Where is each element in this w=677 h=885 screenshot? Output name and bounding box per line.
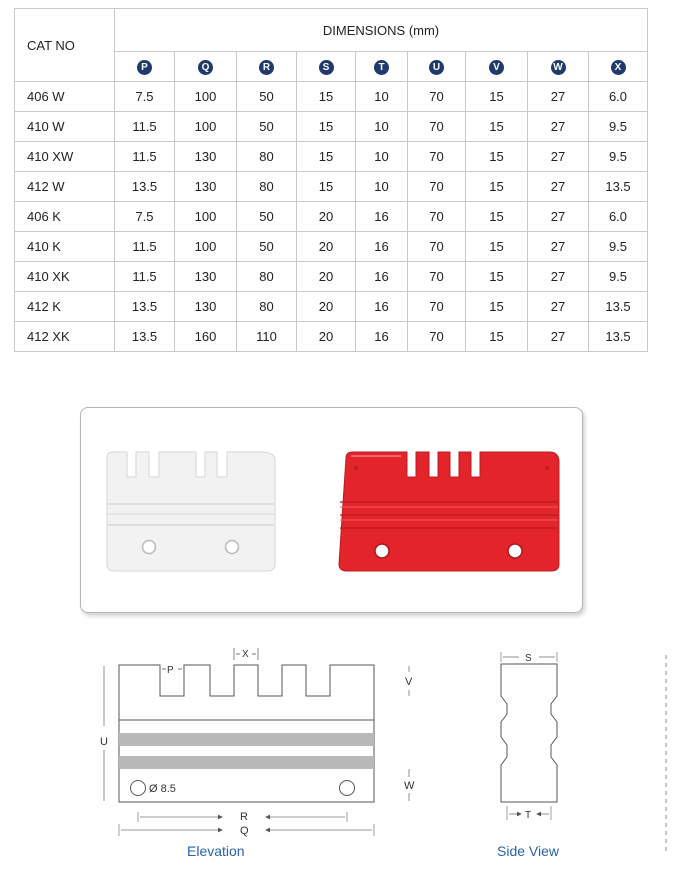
cell: 80 [237, 172, 297, 202]
cell: 70 [408, 292, 466, 322]
cell: 50 [237, 82, 297, 112]
cell: 15 [466, 112, 528, 142]
cell: 13.5 [115, 172, 175, 202]
cell: 16 [356, 262, 408, 292]
cell: 13.5 [115, 292, 175, 322]
cell: 50 [237, 202, 297, 232]
cell: 15 [466, 82, 528, 112]
cell: 20 [297, 292, 356, 322]
cell: 20 [297, 322, 356, 352]
cell: 70 [408, 82, 466, 112]
cell: 27 [528, 292, 589, 322]
cell: 15 [466, 202, 528, 232]
dimensions-table [14, 8, 648, 352]
cell: 70 [408, 202, 466, 232]
cell: 100 [175, 82, 237, 112]
cell: 130 [175, 262, 237, 292]
dim-label-p: P [167, 665, 174, 676]
cat-no-cell: 410 XW [15, 142, 115, 172]
cell: 9.5 [589, 232, 648, 262]
dim-label-u: U [100, 736, 108, 748]
cell: 70 [408, 232, 466, 262]
hole-diameter-label: Ø 8.5 [149, 783, 176, 795]
table-row [15, 142, 648, 172]
cell: 15 [466, 262, 528, 292]
cell: 110 [237, 322, 297, 352]
cell: 10 [356, 112, 408, 142]
cell: 27 [528, 202, 589, 232]
cell: 13.5 [589, 172, 648, 202]
cell: 100 [175, 202, 237, 232]
cell: 13.5 [115, 322, 175, 352]
cell: 100 [175, 112, 237, 142]
cell: 27 [528, 232, 589, 262]
letter-badge-v: V [489, 60, 504, 75]
cell: 27 [528, 82, 589, 112]
elevation-caption: Elevation [187, 843, 245, 859]
cell: 15 [297, 142, 356, 172]
dim-label-x: X [242, 649, 249, 660]
letter-badge-u: U [429, 60, 444, 75]
cell: 80 [237, 292, 297, 322]
letter-badge-w: W [551, 60, 566, 75]
cell: 11.5 [115, 142, 175, 172]
cell: 10 [356, 82, 408, 112]
side-view-caption: Side View [497, 843, 560, 859]
cell: 27 [528, 142, 589, 172]
table-row [15, 82, 648, 112]
cell: 16 [356, 322, 408, 352]
letter-badge-s: S [319, 60, 334, 75]
dim-label-q: Q [240, 825, 249, 837]
cell: 16 [356, 232, 408, 262]
cell: 27 [528, 112, 589, 142]
cell: 15 [466, 142, 528, 172]
letter-badge-p: P [137, 60, 152, 75]
cell: 70 [408, 112, 466, 142]
cell: 10 [356, 172, 408, 202]
cell: 7.5 [115, 82, 175, 112]
cell: 70 [408, 262, 466, 292]
letter-badge-r: R [259, 60, 274, 75]
cell: 130 [175, 292, 237, 322]
cell: 15 [466, 172, 528, 202]
cell: 15 [466, 292, 528, 322]
red-block-image [339, 452, 559, 571]
product-photo [81, 408, 582, 612]
cell: 80 [237, 142, 297, 172]
cat-no-cell: 406 K [15, 202, 115, 232]
cell: 9.5 [589, 262, 648, 292]
cell: 13.5 [589, 292, 648, 322]
cell: 15 [466, 322, 528, 352]
cell: 50 [237, 112, 297, 142]
cell: 11.5 [115, 232, 175, 262]
elevation-view [119, 665, 374, 802]
dim-label-r: R [240, 811, 248, 823]
table-row [15, 292, 648, 322]
cell: 27 [528, 322, 589, 352]
cell: 16 [356, 202, 408, 232]
cell: 9.5 [589, 112, 648, 142]
cell: 27 [528, 262, 589, 292]
letter-badge-q: Q [198, 60, 213, 75]
cell: 6.0 [589, 82, 648, 112]
cell: 70 [408, 322, 466, 352]
cell: 70 [408, 172, 466, 202]
dim-label-t: T [525, 810, 532, 821]
cell: 11.5 [115, 112, 175, 142]
cell: 130 [175, 142, 237, 172]
cell: 50 [237, 232, 297, 262]
cell: 10 [356, 142, 408, 172]
cell: 70 [408, 142, 466, 172]
cat-no-cell: 410 W [15, 112, 115, 142]
cell: 16 [356, 292, 408, 322]
table-row [15, 202, 648, 232]
letter-badge-x: X [611, 60, 626, 75]
cat-no-cell: 412 W [15, 172, 115, 202]
cat-no-cell: 410 XK [15, 262, 115, 292]
letter-badge-t: T [374, 60, 389, 75]
header-cat-no: CAT NO [15, 9, 115, 82]
cell: 9.5 [589, 142, 648, 172]
cell: 160 [175, 322, 237, 352]
technical-drawing [0, 630, 677, 885]
cell: 20 [297, 232, 356, 262]
cat-no-cell: 406 W [15, 82, 115, 112]
side-view [501, 664, 557, 802]
white-block-image [107, 452, 275, 571]
page-edge-rule [665, 655, 667, 855]
table-row [15, 172, 648, 202]
header-dimensions: DIMENSIONS (mm) [115, 9, 648, 52]
dim-label-v: V [405, 676, 413, 688]
cell: 20 [297, 202, 356, 232]
table-row [15, 262, 648, 292]
table-row [15, 112, 648, 142]
cell: 20 [297, 262, 356, 292]
table-header-row [15, 9, 648, 52]
cell: 15 [297, 172, 356, 202]
cell: 11.5 [115, 262, 175, 292]
cell: 7.5 [115, 202, 175, 232]
table-row [15, 232, 648, 262]
cell: 130 [175, 172, 237, 202]
cat-no-cell: 412 K [15, 292, 115, 322]
dim-label-s: S [525, 653, 532, 664]
cat-no-cell: 412 XK [15, 322, 115, 352]
cell: 15 [466, 232, 528, 262]
table-row [15, 322, 648, 352]
cell: 13.5 [589, 322, 648, 352]
cell: 15 [297, 112, 356, 142]
cat-no-cell: 410 K [15, 232, 115, 262]
cell: 6.0 [589, 202, 648, 232]
cell: 80 [237, 262, 297, 292]
cell: 100 [175, 232, 237, 262]
product-photo-frame [80, 407, 583, 613]
cell: 27 [528, 172, 589, 202]
cell: 15 [297, 82, 356, 112]
dim-label-w: W [404, 780, 415, 792]
